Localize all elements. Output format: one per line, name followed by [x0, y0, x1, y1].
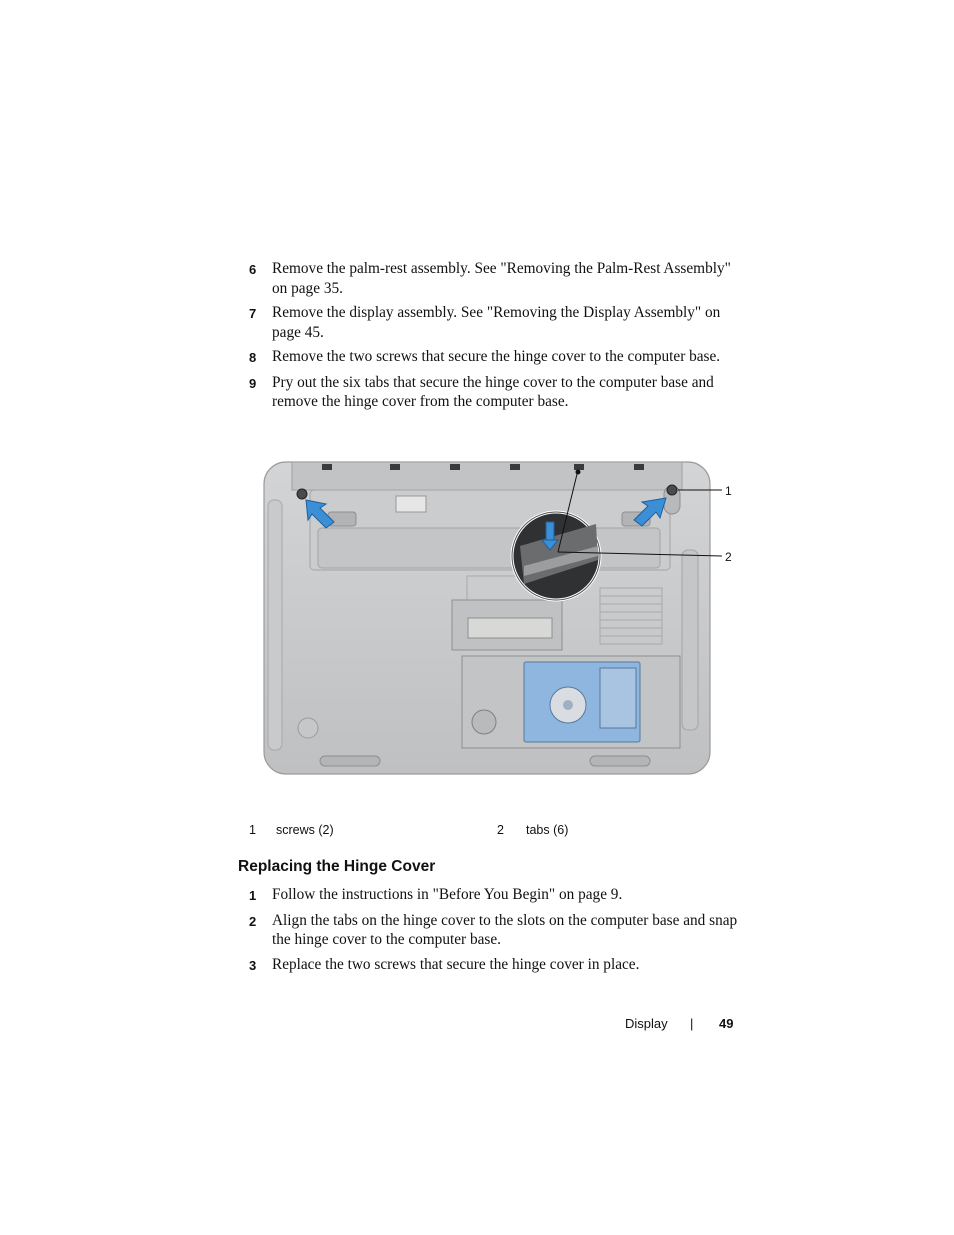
removal-steps: [249, 259, 739, 417]
step-text: Remove the display assembly. See "Removing the Display Assembly" on page 45.: [272, 304, 721, 341]
step-text: Follow the instructions in "Before You Begin" on page 9.: [272, 886, 623, 903]
step-number: 3: [249, 957, 257, 973]
magnified-inset: [512, 512, 600, 600]
step-number: 7: [249, 306, 257, 321]
step-number: 6: [249, 262, 257, 277]
step-item: [249, 373, 739, 412]
legend-label: tabs (6): [526, 823, 569, 837]
step-text: Align the tabs on the hinge cover to the slots on the computer base and snap the hinge cover to the computer base.: [272, 911, 738, 948]
figure-legend: [249, 823, 749, 839]
step-item: [249, 347, 739, 368]
legend-number: 1: [249, 823, 256, 837]
step-text: Pry out the six tabs that secure the hinge cover to the computer base and remove the hinge cover from the computer base.: [272, 373, 714, 410]
step-item: [249, 259, 739, 298]
step-text: Replace the two screws that secure the hinge cover in place.: [272, 955, 640, 973]
step-text: Remove the palm-rest assembly. See "Removing the Palm-Rest Assembly" on page 35.: [272, 260, 731, 297]
step-number: 2: [249, 913, 257, 929]
legend-label: screws (2): [276, 823, 334, 837]
page-footer: [600, 1016, 740, 1034]
computer-base-illustration: [262, 460, 738, 780]
hinge-cover: [292, 462, 682, 490]
step-number: 1: [249, 888, 257, 903]
step-item: [249, 885, 739, 906]
footer-chapter: Display: [625, 1016, 668, 1031]
page-number: 49: [719, 1016, 734, 1031]
footer-separator: |: [690, 1016, 694, 1031]
hinge-cover-figure: [262, 460, 738, 780]
callout-2: 2: [725, 550, 732, 564]
step-item: [249, 911, 739, 950]
callout-1: 1: [725, 484, 732, 498]
step-item: [249, 303, 739, 342]
step-number: 9: [249, 375, 257, 391]
step-text: Remove the two screws that secure the hinge cover to the computer base.: [272, 348, 721, 365]
replacement-steps: [249, 885, 739, 980]
step-number: 8: [249, 350, 257, 365]
step-item: [249, 955, 739, 976]
legend-number: 2: [497, 823, 504, 837]
section-heading: Replacing the Hinge Cover: [238, 858, 436, 875]
